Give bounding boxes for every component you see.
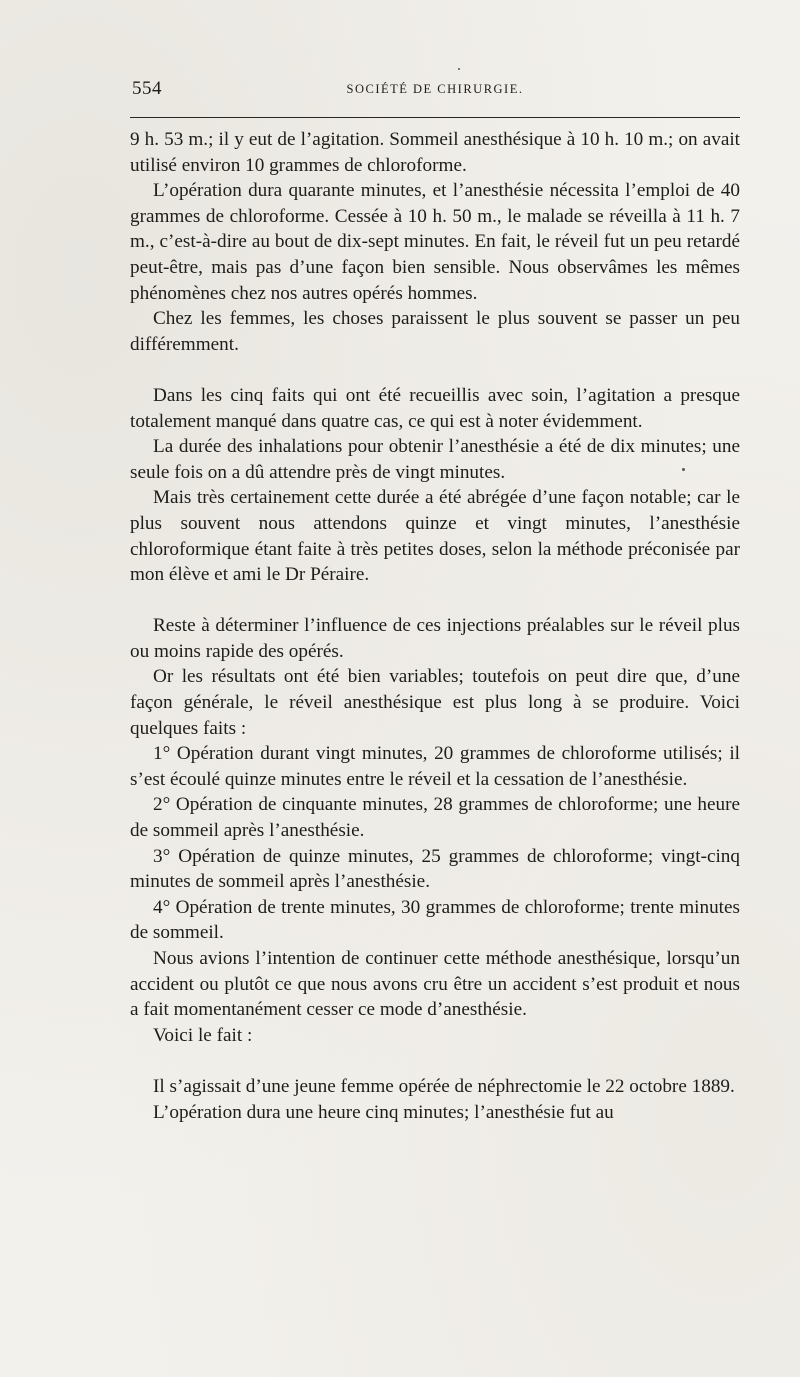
list-item: 3° Opération de quinze minutes, 25 grammes de chloroforme; vingt-cinq minutes de sommeil après l’anesthésie. <box>130 845 740 893</box>
book-page <box>130 70 740 1123</box>
header-rule <box>130 117 740 118</box>
ink-speck <box>458 68 460 70</box>
paragraph: La durée des inhalations pour obtenir l’anesthésie a été de dix minutes; une seule fois on a dû attendre près de vingt minutes. <box>130 436 740 483</box>
list-item: 1° Opération durant vingt minutes, 20 grammes de chloroforme utilisés; il s’est écoulé quinze minutes entre le réveil et la cessation de l’anesthésie. <box>130 743 740 790</box>
paragraph: Or les résultats ont été bien variables; toutefois on peut dire que, d’une façon générale, le réveil anesthésique est plus long à se produire. Voici quelques faits : <box>130 666 740 739</box>
running-title: SOCIÉTÉ DE CHIRURGIE. <box>346 82 524 96</box>
paragraph: Reste à déterminer l’influence de ces injections préalables sur le réveil plus ou moins rapide des opérés. <box>130 615 740 662</box>
running-head <box>130 70 740 108</box>
paragraph: L’opération dura une heure cinq minutes; l’anesthésie fut au <box>153 1101 614 1123</box>
paragraph: Chez les femmes, les choses paraissent le plus souvent se passer un peu différemment. <box>130 308 740 355</box>
paragraph: Il s’agissait d’une jeune femme opérée de néphrectomie le 22 octobre 1889. <box>153 1075 735 1097</box>
body-text <box>130 127 740 1125</box>
list-item: 2° Opération de cinquante minutes, 28 grammes de chloroforme; une heure de sommeil après l’anesthésie. <box>130 794 740 842</box>
paragraph: Nous avions l’intention de continuer cette méthode anesthésique, lorsqu’un accident ou plutôt ce que nous avons cru être un accident s’est produit et nous a fait momentanément cesser ce mode d’anesthésie. <box>130 948 740 1021</box>
paragraph: Voici le fait : <box>153 1024 253 1046</box>
page-number: 554 <box>132 78 162 99</box>
paragraph: Mais très certainement cette durée a été abrégée d’une façon notable; car le plus souvent nous attendons quinze et vingt minutes, l’anesthésie chloroformique étant faite à très petites doses, selon la méthode préconisée par mon élève et ami le Dr Péraire. <box>130 487 740 586</box>
ink-speck <box>682 468 685 471</box>
paragraph: Dans les cinq faits qui ont été recueillis avec soin, l’agitation a presque totalement manqué dans quatre cas, ce qui est à noter évidemment. <box>130 384 740 432</box>
paragraph: L’opération dura quarante minutes, et l’anesthésie nécessita l’emploi de 40 grammes de chloroforme. Cessée à 10 h. 50 m., le malade se réveilla à 11 h. 7 m., c’est-à-dire au bout de dix-sept minutes. En fait, le réveil fut un peu retardé peut-être, mais pas d’une façon bien sensible. Nous observâmes les mêmes phénomènes chez nos autres opérés hommes. <box>130 180 740 304</box>
paragraph: 9 h. 53 m.; il y eut de l’agitation. Sommeil anesthésique à 10 h. 10 m.; on avait utilisé environ 10 grammes de chloroforme. <box>130 129 740 176</box>
list-item: 4° Opération de trente minutes, 30 grammes de chloroforme; trente minutes de sommeil. <box>130 896 740 944</box>
